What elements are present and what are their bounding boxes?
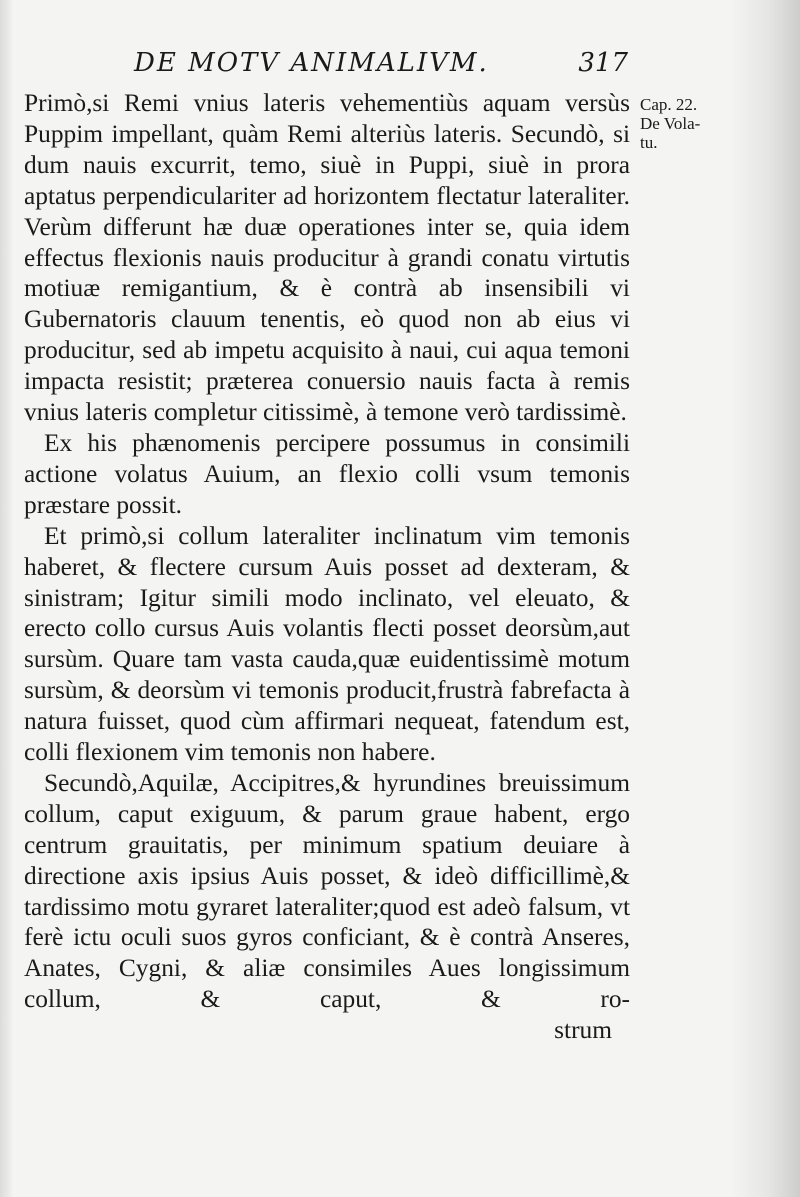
marginal-note <box>640 95 740 152</box>
paragraph-3: Et primò,si collum lateraliter inclinatum vim temonis haberet, & flectere cursum Auis posset ad dexteram, & sinistram; Igitur simili modo inclinato, vel eleuato, & erecto collo cursus Auis volantis flecti posset deorsùm,aut sursùm. Quare tam vasta cauda,quæ euidentissimè motum sursùm, & deorsùm vi temonis producit,frustrà fabrefacta à natura fuisset, quod cùm affirmari nequeat, fatendum est, colli flexionem vim temonis non habere. <box>24 521 630 767</box>
paragraph-2: Ex his phænomenis percipere possumus in consimili actione volatus Auium, an flexio colli vsum temonis præstare possit. <box>24 428 630 519</box>
catchword: strum <box>554 1016 612 1045</box>
running-head <box>24 42 630 82</box>
marginal-note-line: De Vola- <box>640 114 701 133</box>
page-number: 317 <box>578 48 628 78</box>
marginal-note-line: tu. <box>640 133 658 152</box>
marginal-note-line: Cap. 22. <box>640 95 698 114</box>
running-title: DE MOTV ANIMALIVM. <box>134 48 489 78</box>
paragraph-1: Primò,si Remi vnius lateris vehementiùs aquam versùs Puppim impellant, quàm Remi alteriùs lateris. Secundò, si dum nauis excurrit, temo, siuè in Puppi, siuè in prora aptatus perpendiculariter ad horizontem flectatur lateraliter. Verùm differunt hæ duæ operationes inter se, quia idem effectus flexionis nauis producitur à grandi conatu virtutis motiuæ remigantium, & è contrà ab insensibili vi Gubernatoris clauum tenentis, eò quod non ab eius vi producitur, sed ab impetu acquisito à naui, cui aqua temoni impacta resistit; præterea conuersio nauis facta à remis vnius lateris completur citissimè, à temone verò tardissimè. <box>24 89 630 427</box>
paragraph-4: Secundò,Aquilæ, Accipitres,& hyrundines breuissimum collum, caput exiguum, & parum graue habent, ergo centrum grauitatis, per minimum spatium deuiare à directione axis ipsius Auis posset, & ideò difficillimè,& tardissimo motu gyraret lateraliter;quod est adeò falsum, vt ferè ictu oculi suos gyros conficiant, & è contrà Anseres, Anates, Cygni, & aliæ consimiles Aues longissimum collum, & caput, & ro- <box>24 768 630 1014</box>
body-text <box>24 88 630 1046</box>
